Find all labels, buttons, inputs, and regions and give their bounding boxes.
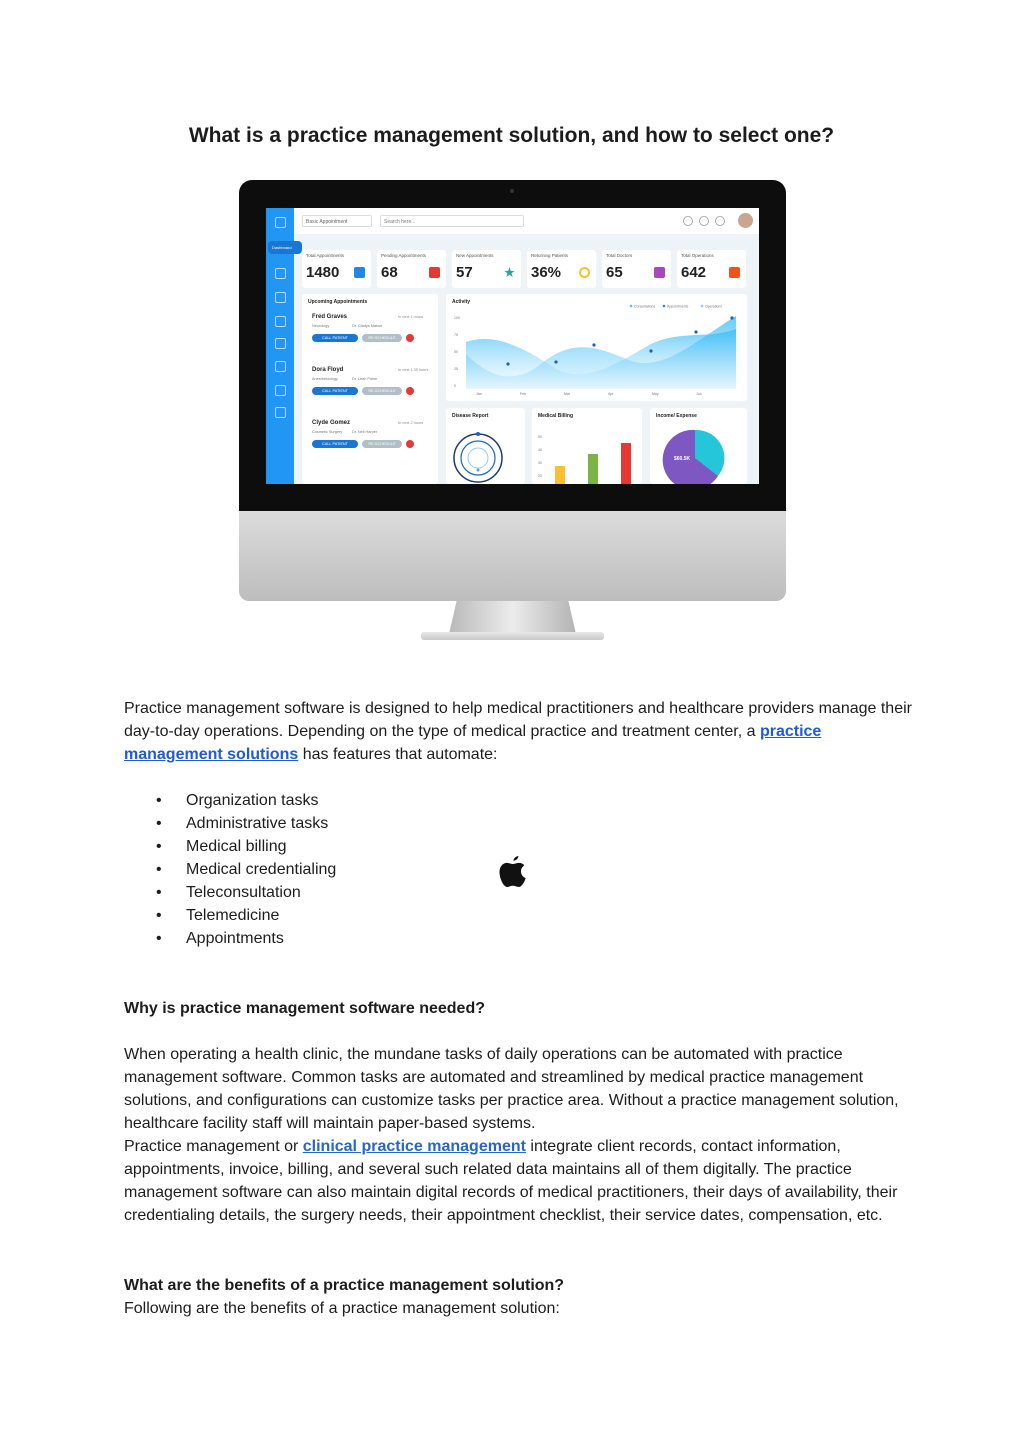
page-title: What is a practice management solution, and how to select one? <box>188 124 835 147</box>
x-tick: May <box>652 392 659 396</box>
stat-label: Returning Patients <box>531 253 569 258</box>
legend-label: Consultations <box>634 304 656 309</box>
list-item: • Medical credentialing <box>124 858 336 881</box>
practice-management-solutions-link[interactable]: practice management solutions <box>124 723 822 764</box>
menu-icon <box>275 217 286 228</box>
imac-illustration <box>239 180 786 648</box>
stat-card <box>602 250 671 288</box>
stat-label: New Appointments <box>456 253 494 258</box>
pending-icon <box>429 267 440 278</box>
stethoscope-icon <box>654 267 665 278</box>
x-tick: Jun <box>696 392 702 396</box>
list-item: • Teleconsultation <box>124 881 336 904</box>
body-text: Practice management or <box>124 1138 303 1155</box>
cancel-icon <box>406 387 414 395</box>
call-patient-button: CALL PATIENT <box>312 440 358 448</box>
stat-card <box>377 250 446 288</box>
chat-icon <box>683 216 693 226</box>
body-paragraph <box>124 1135 914 1227</box>
calendar-icon <box>275 338 286 349</box>
patient-dept: Anesthesiology <box>312 377 338 381</box>
activity-card <box>446 294 747 401</box>
patient-time: In next 1 hours <box>398 315 424 319</box>
cloud-icon <box>699 216 709 226</box>
list-item: • Medical billing <box>124 835 336 858</box>
star-icon <box>504 267 515 278</box>
stat-value: 642 <box>681 264 707 281</box>
patient-doctor: Dr. Gladys Mason <box>352 324 383 328</box>
patient-name: Fred Graves <box>312 314 348 320</box>
monitor-chin <box>239 511 786 601</box>
patient-name: Dora Floyd <box>312 367 344 373</box>
x-tick: Mar <box>564 392 571 396</box>
stat-value: 65 <box>606 264 623 281</box>
intro-text: has features that automate: <box>298 746 498 764</box>
dashboard-search: Search here... <box>380 215 524 227</box>
y-tick: 50 <box>538 435 542 439</box>
y-tick: 50 <box>454 350 458 354</box>
bar <box>621 443 631 484</box>
patient-time: In next 1.35 hours <box>398 368 429 372</box>
card-title: Activity <box>452 299 471 305</box>
bar <box>555 466 565 484</box>
monitor-stand <box>449 601 576 634</box>
y-tick: 20 <box>538 474 542 478</box>
stat-card <box>527 250 596 288</box>
monitor-foot <box>421 632 604 640</box>
operation-icon <box>729 267 740 278</box>
y-tick: 75 <box>454 333 458 337</box>
bar <box>588 454 598 484</box>
legend-label: Operations <box>705 304 723 309</box>
income-value: $60.5K <box>674 456 691 462</box>
refresh-icon <box>579 267 590 278</box>
stat-label: Total Doctors <box>606 253 633 258</box>
section-heading: Why is practice management software needed? <box>124 1000 485 1017</box>
list-item: • Organization tasks <box>124 789 336 812</box>
clinical-practice-management-link[interactable]: clinical practice management <box>302 1138 526 1155</box>
disease-radial-chart <box>446 408 525 484</box>
legend-label: Appointments <box>667 304 689 309</box>
list-item: • Administrative tasks <box>124 812 336 835</box>
activity-chart <box>446 294 747 401</box>
y-tick: 0 <box>454 384 456 388</box>
income-pie-chart <box>650 408 747 484</box>
monitor-bezel <box>239 180 786 511</box>
stat-label: Pending Appointments <box>381 253 427 258</box>
reschedule-button: RE-SCHEDULE <box>362 440 402 448</box>
body-text: integrate client records, contact information, appointments, invoice, billing, and several such related data maintains all of them digitally. The practice management software can also maintain digital records of medical practitioners, their days of availability, their credentialing details, the surgery needs, their appointment checklist, their service dates, compensation, etc. <box>124 1138 898 1225</box>
list-item: • Telemedicine <box>124 904 336 927</box>
x-tick: Feb <box>520 392 527 396</box>
patient-time: In next 2 hours <box>398 421 424 425</box>
disease-report-card <box>446 408 525 484</box>
stat-card <box>302 250 371 288</box>
y-tick: 100 <box>454 316 460 320</box>
call-patient-button: CALL PATIENT <box>312 334 358 342</box>
section-heading: What are the benefits of a practice management solution? <box>124 1277 565 1294</box>
sidebar-item-dashboard: Dashboard <box>268 241 302 254</box>
x-tick: Apr <box>608 392 614 396</box>
card-title: Medical Billing <box>538 413 574 419</box>
settings-icon <box>275 407 286 418</box>
billing-bar-chart <box>532 408 642 484</box>
building-icon <box>275 385 286 396</box>
card-title: Upcoming Appointments <box>308 299 368 305</box>
stat-value: 1480 <box>306 264 340 281</box>
stat-value: 57 <box>456 264 473 281</box>
intro-paragraph <box>124 697 914 766</box>
doctor-icon <box>275 292 286 303</box>
list-item: • Appointments <box>124 927 336 950</box>
calendar-icon <box>354 267 365 278</box>
stat-value: 68 <box>381 264 398 281</box>
reschedule-button: RE-SCHEDULE <box>362 387 402 395</box>
appointment-select: Basic Appointment <box>302 215 372 227</box>
patient-doctor: Dr. Leah Paine <box>352 377 378 381</box>
dashboard-topbar <box>294 208 759 234</box>
reschedule-button: RE-SCHEDULE <box>362 334 402 342</box>
medical-billing-card <box>532 408 642 484</box>
x-tick: Jan <box>476 392 482 396</box>
cancel-icon <box>406 440 414 448</box>
stat-label: Total Appointments <box>306 253 345 258</box>
feature-list <box>124 789 336 950</box>
user-icon <box>275 268 286 279</box>
bell-icon <box>715 216 725 226</box>
y-tick: 40 <box>538 448 542 452</box>
card-title: Disease Report <box>452 413 489 419</box>
cancel-icon <box>406 334 414 342</box>
call-patient-button: CALL PATIENT <box>312 387 358 395</box>
dashboard-screen <box>266 208 759 484</box>
y-tick: 25 <box>454 367 458 371</box>
income-expense-card <box>650 408 747 484</box>
camera-dot <box>510 189 514 193</box>
patient-dept: Cosmetic Surgery <box>312 430 343 434</box>
body-paragraph: Following are the benefits of a practice management solution: <box>124 1300 560 1317</box>
patient-icon <box>275 316 286 327</box>
body-paragraph: When operating a health clinic, the mundane tasks of daily operations can be automated with practice management software. Common tasks are automated and streamlined by medical practice management solutions, and configurations can customize tasks per practice area. Without a practice management solution, healthcare facility staff will maintain paper-based systems. <box>124 1046 899 1133</box>
y-tick: 30 <box>538 461 542 465</box>
intro-text: Practice management software is designed to help medical practitioners and healthcare providers manage their day-to-day operations. Depending on the type of medical practice and treatment center, a <box>124 700 912 741</box>
stat-value: 36% <box>531 264 562 281</box>
patient-doctor: Dr. Nell Harper <box>352 430 378 434</box>
dashboard-sidebar <box>266 208 294 484</box>
avatar <box>738 213 753 228</box>
apple-logo-icon <box>498 855 528 889</box>
stat-label: Total Operations <box>681 253 714 258</box>
patient-name: Clyde Gomez <box>312 420 351 426</box>
stat-card <box>452 250 521 288</box>
card-title: Income/ Expense <box>656 413 697 419</box>
stat-card <box>677 250 746 288</box>
upcoming-appointments-card <box>302 294 438 484</box>
patient-dept: Neurology <box>312 324 330 328</box>
phone-icon <box>275 361 286 372</box>
